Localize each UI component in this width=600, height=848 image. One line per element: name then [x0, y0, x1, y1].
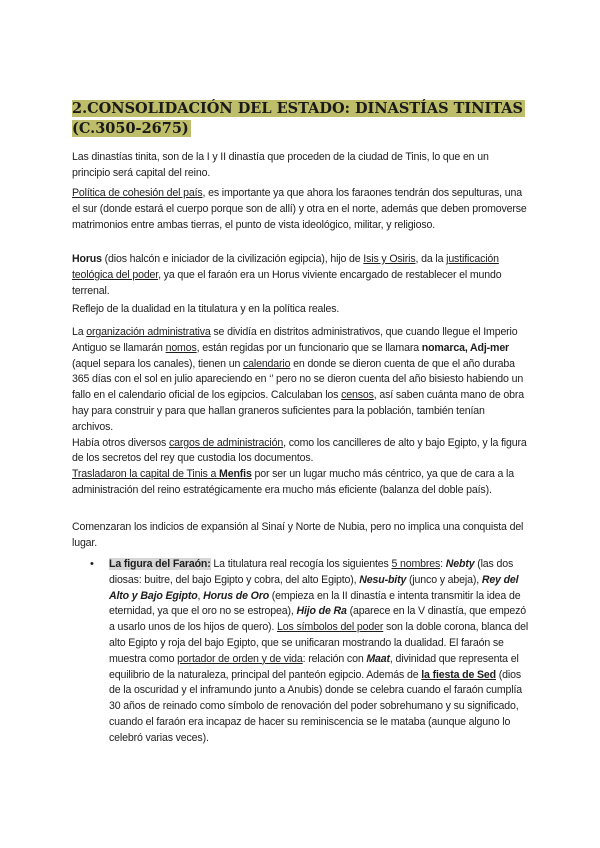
paragraph-cohesion — [72, 186, 528, 233]
paragraph-tinitas: Las dinastías tinita, son de la I y II dinastía que proceden de la ciudad de Tinis, lo que en un principio será capital del reino. — [72, 151, 489, 179]
text: son la doble corona, blanca del alto Egipto y roja del bajo Egipto, que se unificaran mostrando la dualidad. El faraón se muestra como — [109, 621, 529, 665]
term-isis-osiris: Isis y Osiris — [363, 253, 416, 265]
text: se dividía en distritos administrativos, que cuando llegue el Imperio Antiguo se llamarán — [72, 326, 518, 354]
paragraph-dualidad: Reflejo de la dualidad en la titulatura y en la política reales. — [72, 303, 340, 315]
term-menfis: Menfis — [219, 468, 252, 480]
name-hijo-ra: Hijo de Ra — [296, 605, 347, 618]
name-horus-oro: Horus de Oro — [203, 589, 270, 602]
name-nesu-bity: Nesu-bity — [359, 573, 407, 586]
section-heading — [72, 99, 524, 139]
term-organizacion: organización administrativa — [86, 326, 211, 338]
text: por ser un lugar mucho más céntrico, ya que de cara a la administración del reino estratégicamente era mucho más eficiente (balanza del doble país). — [72, 468, 515, 496]
term-justificacion: justificación teológica del poder — [72, 253, 499, 281]
term-cohesion: Política de cohesión del país — [72, 187, 203, 199]
text: (empieza en la II dinastía e intenta transmitir la idea de eternidad, ya que el oro no se estropea), — [109, 589, 521, 618]
bullet-dot: • — [90, 558, 94, 570]
text: en donde se dieron cuenta de que el año duraba 365 días con el sol en julio apareciendo en ‘’ pero no se dieron cuenta del año bisiesto habiendo un fallo en el calendario oficial de los egipcios. Calculaban los — [72, 357, 524, 402]
text: , como los cancilleres de alto y bajo Egipto, y la figura de los secretos del rey que custodia los documentos. — [72, 436, 527, 465]
text: La — [72, 326, 87, 338]
term-cargos: cargos de administración — [168, 436, 284, 449]
text: (las dos diosas: buitre, del bajo Egipto y cobra, del alto Egipto), — [109, 558, 514, 586]
term-nomos: nomos — [165, 341, 197, 354]
text: : — [440, 558, 446, 570]
text: , da la — [415, 253, 447, 265]
name-rey: Rey del Alto y Bajo Egipto — [109, 573, 519, 602]
name-nebty: Nebty — [445, 558, 475, 570]
term-5-nombres: 5 nombres — [391, 558, 441, 570]
text: La titulatura real recogía los siguientes — [210, 558, 392, 570]
text: Trasladaron la capital de Tinis a — [72, 468, 220, 480]
list-item-title: La figura del Faraón: — [109, 558, 211, 570]
text: (dios de la oscuridad y el inframundo junto a Anubis) donde se celebra cuando el faraón cumplía 30 años de reinado como símbolo de renovación del poder sobrehumano y su significado, cuando el faraón era incapaz de hacer su reminiscencia se le mataba (aunque alguno lo celebró varias veces). — [109, 668, 523, 744]
text: , — [197, 589, 204, 602]
paragraph-administracion — [72, 325, 528, 467]
paragraph-menfis — [72, 467, 528, 499]
list-item-faraon — [109, 557, 531, 747]
name-maat: Maat — [366, 652, 390, 665]
term-fiesta-sed: la fiesta de Sed — [421, 668, 496, 681]
text: Había otros diversos — [72, 436, 169, 449]
term-calendario: calendario — [242, 357, 291, 370]
paragraph-horus — [72, 252, 528, 299]
text: , están regidas por un funcionario que se llamara — [196, 341, 422, 354]
text: , es importante ya que ahora los faraones tendrán dos sepulturas, una el sur (donde estará el cuerpo porque son de allí) y otra en el norte, además que deben promoverse matrimonios entre ambas tierras, el punto de vista ideológico, militar, y religioso. — [72, 187, 527, 231]
term-censos: censos — [341, 389, 374, 402]
paragraph-expansion: Comenzaran los indicios de expansión al Sinaí y Norte de Nubia, pero no implica una conquista del lugar. — [72, 521, 524, 549]
text: : relación con — [302, 652, 367, 665]
term-traslado — [72, 468, 252, 480]
text: (aparece en la V dinastía, que empezó a usarlo unos de los hijos de quero). — [109, 605, 527, 634]
section-heading-text: 2.CONSOLIDACIÓN DEL ESTADO: DINASTÍAS TINITAS (C.3050-2675) — [72, 100, 523, 137]
text: , ya que el faraón era un Horus viviente encargado de restablecer el mundo terrenal. — [72, 268, 502, 297]
text: (dios halcón e iniciador de la civilización egipcia), hijo de — [101, 253, 364, 265]
term-horus: Horus — [72, 253, 102, 265]
text: (junco y abeja), — [406, 573, 482, 586]
text: (aquel separa los canales), tienen un — [72, 357, 243, 370]
term-nomarca: nomarca, Adj-mer — [421, 341, 510, 354]
term-simbolos: Los símbolos del poder — [277, 621, 384, 634]
term-portador: portador de orden y de vida — [177, 652, 303, 665]
text: , así saben cuánta mano de obra hay para construir y para que hallan graneros suficientes para la población, también tenían archivos. — [72, 389, 525, 433]
text: , divinidad que representa el equilibrio de la naturaleza, principal del panteón egipcio. Además de — [109, 652, 519, 681]
